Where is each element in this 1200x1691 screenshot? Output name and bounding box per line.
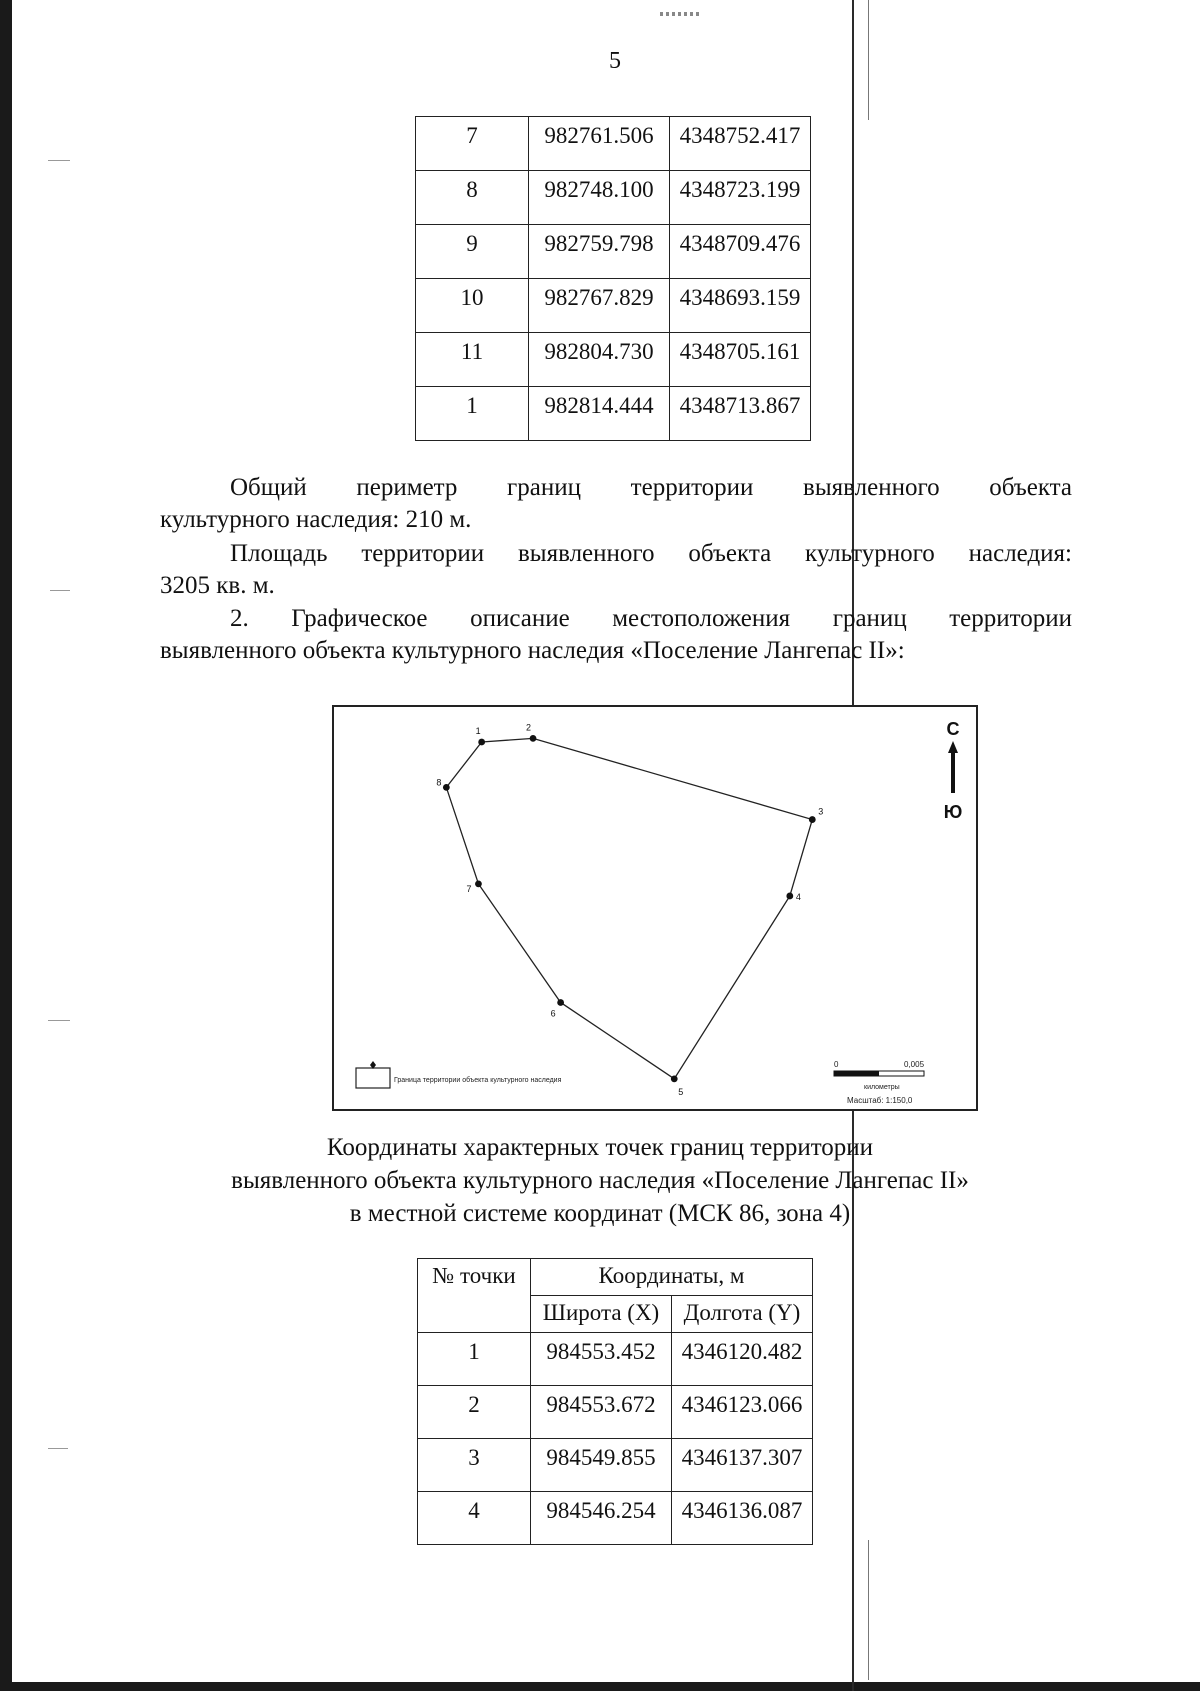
- table-row: [416, 333, 811, 387]
- point-number-cell: 3: [418, 1439, 531, 1492]
- coordinates-table: [417, 1258, 813, 1545]
- scan-edge-left: [0, 0, 12, 1691]
- scale-bar-fill: [834, 1071, 879, 1076]
- scan-edge-bottom: [0, 1682, 1200, 1691]
- scan-speck: [50, 590, 70, 591]
- area-line-1: Площадь территории выявленного объекта культурного наследия:: [230, 540, 1072, 567]
- area-paragraph: [160, 538, 1072, 602]
- scale-left-label: 0: [834, 1060, 839, 1069]
- caption-line-3: в местной системе координат (МСК 86, зона 4): [349, 1200, 851, 1227]
- latitude-cell: 984546.254: [531, 1492, 672, 1545]
- latitude-cell: 982759.798: [529, 225, 670, 279]
- longitude-cell: 4348752.417: [670, 117, 811, 171]
- table-row: [418, 1386, 813, 1439]
- boundary-point-2: [530, 735, 537, 742]
- longitude-cell: 4346123.066: [672, 1386, 813, 1439]
- perimeter-line-2: культурного наследия: 210 м.: [160, 506, 472, 533]
- scan-speck: [48, 1448, 68, 1449]
- point-number-cell: 7: [416, 117, 529, 171]
- boundary-point-label: 5: [678, 1086, 684, 1097]
- caption-line-1: Координаты характерных точек границ территории: [326, 1134, 874, 1161]
- point-number-cell: 8: [416, 171, 529, 225]
- longitude-cell: 4346137.307: [672, 1439, 813, 1492]
- boundary-point-3: [809, 816, 816, 823]
- latitude-cell: 982767.829: [529, 279, 670, 333]
- boundary-map: [332, 705, 978, 1111]
- boundary-point-1: [478, 739, 485, 746]
- boundary-point-label: 2: [526, 722, 532, 733]
- longitude-cell: 4348723.199: [670, 171, 811, 225]
- scan-speck: [48, 160, 70, 161]
- coordinates-caption: [150, 1131, 1050, 1230]
- boundary-point-5: [671, 1075, 678, 1082]
- boundary-point-6: [557, 999, 564, 1006]
- section-2-line-1: 2. Графическое описание местоположения границ территории: [230, 605, 1072, 632]
- boundary-map-svg: [334, 707, 976, 1109]
- boundary-point-label: 4: [795, 891, 801, 902]
- longitude-cell: 4348693.159: [670, 279, 811, 333]
- perimeter-paragraph: [160, 472, 1072, 536]
- table-row: [418, 1439, 813, 1492]
- north-label: С: [946, 719, 960, 739]
- table-row: [416, 117, 811, 171]
- latitude-cell: 982814.444: [529, 387, 670, 441]
- scale-right-label: 0,005: [904, 1060, 925, 1069]
- latitude-cell: 984553.672: [531, 1386, 672, 1439]
- perimeter-line-1: Общий периметр границ территории выявленного объекта: [230, 474, 1072, 501]
- longitude-cell: 4348705.161: [670, 333, 811, 387]
- boundary-point-label: 8: [436, 777, 442, 788]
- boundary-point-7: [475, 880, 482, 887]
- boundary-points: [436, 722, 823, 1096]
- scan-mark: [660, 12, 700, 16]
- boundary-point-label: 7: [466, 883, 472, 894]
- page-number: 5: [609, 48, 621, 74]
- longitude-cell: 4346136.087: [672, 1492, 813, 1545]
- header-point-number: № точки: [418, 1259, 531, 1333]
- header-latitude: Широта (X): [531, 1296, 672, 1333]
- boundary-point-label: 3: [818, 806, 824, 817]
- table-row: [416, 279, 811, 333]
- longitude-cell: 4346120.482: [672, 1333, 813, 1386]
- latitude-cell: 982748.100: [529, 171, 670, 225]
- point-number-cell: 1: [418, 1333, 531, 1386]
- table-row: [416, 171, 811, 225]
- boundary-point-8: [443, 784, 450, 791]
- header-coordinates: Координаты, м: [531, 1259, 813, 1296]
- scan-speck: [48, 1020, 70, 1021]
- scan-line-bottom: [868, 1540, 869, 1680]
- point-number-cell: 1: [416, 387, 529, 441]
- section-2-paragraph: [160, 603, 1072, 667]
- scale-text: Масштаб: 1:150,0: [847, 1096, 913, 1105]
- south-label: Ю: [943, 802, 963, 822]
- scale-units: километры: [864, 1084, 900, 1091]
- point-number-cell: 2: [418, 1386, 531, 1439]
- table-row: [418, 1492, 813, 1545]
- latitude-cell: 984553.452: [531, 1333, 672, 1386]
- caption-line-2: выявленного объекта культурного наследия «Поселение Лангепас II»: [231, 1167, 969, 1194]
- area-line-2: 3205 кв. м.: [160, 572, 275, 599]
- latitude-cell: 984549.855: [531, 1439, 672, 1492]
- legend-text: Граница территории объекта культурного наследия: [394, 1077, 562, 1084]
- latitude-cell: 982761.506: [529, 117, 670, 171]
- boundary-point-label: 1: [475, 725, 481, 736]
- longitude-cell: 4348709.476: [670, 225, 811, 279]
- coordinates-table-continued: [415, 116, 811, 441]
- scale-bar: [834, 1060, 925, 1105]
- point-number-cell: 10: [416, 279, 529, 333]
- territory-boundary: [446, 738, 812, 1078]
- north-arrow: [944, 719, 963, 822]
- legend-symbol: [356, 1068, 390, 1088]
- header-longitude: Долгота (Y): [672, 1296, 813, 1333]
- point-number-cell: 9: [416, 225, 529, 279]
- table-row: [416, 387, 811, 441]
- point-number-cell: 11: [416, 333, 529, 387]
- boundary-point-4: [786, 893, 793, 900]
- table-row: [416, 225, 811, 279]
- section-2-line-2: выявленного объекта культурного наследия «Поселение Лангепас II»:: [160, 637, 905, 664]
- latitude-cell: 982804.730: [529, 333, 670, 387]
- longitude-cell: 4348713.867: [670, 387, 811, 441]
- map-legend: [356, 1061, 562, 1088]
- point-number-cell: 4: [418, 1492, 531, 1545]
- table-row: [418, 1333, 813, 1386]
- boundary-point-label: 6: [550, 1008, 556, 1019]
- scan-line-top: [868, 0, 869, 120]
